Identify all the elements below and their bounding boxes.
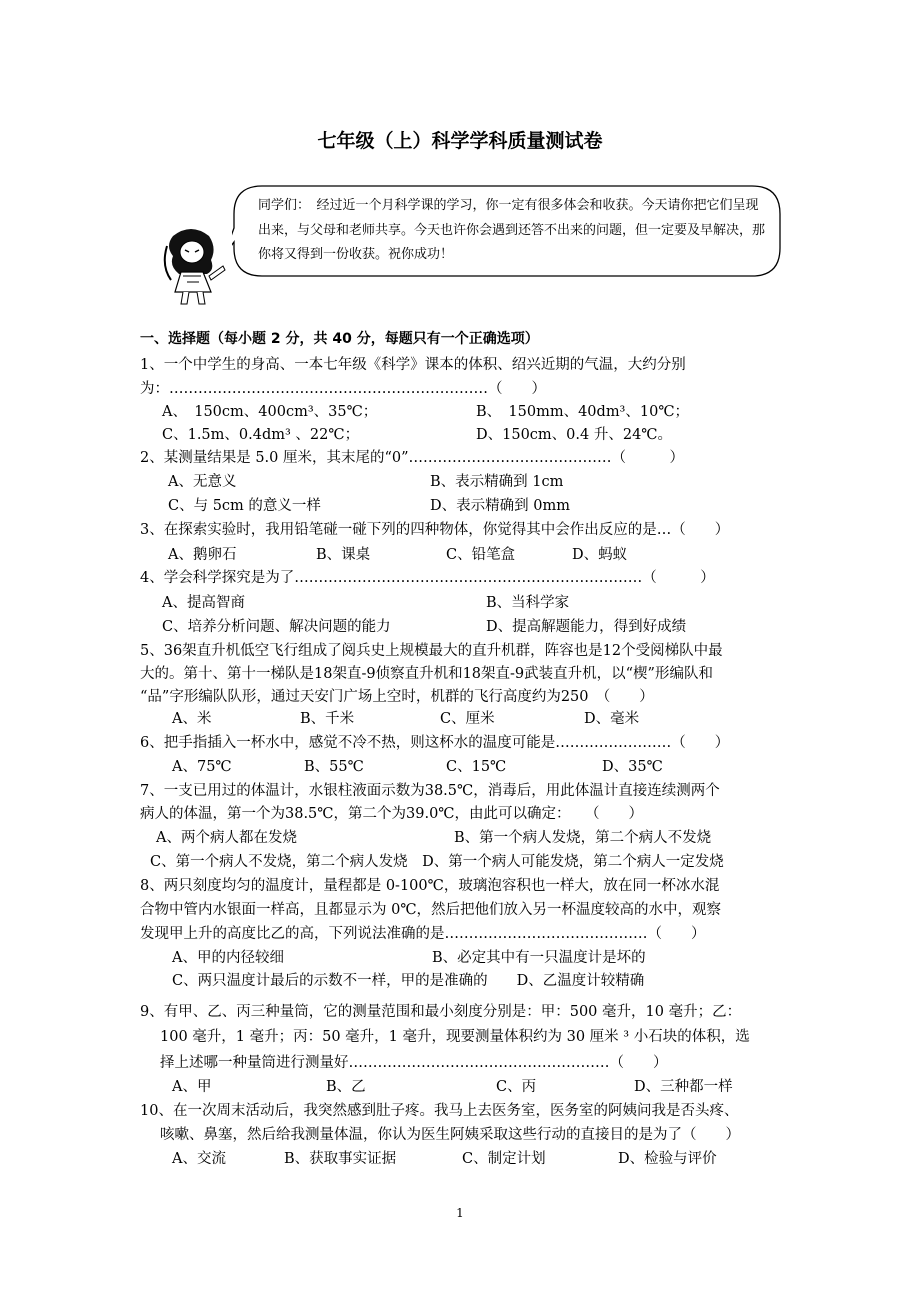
option: B、55℃	[304, 759, 364, 775]
question-line: 1、一个中学生的身高、一本七年级《科学》课本的体积、绍兴近期的气温，大约分别	[140, 357, 686, 373]
option: C、1.5m、0.4dm³ 、22℃；	[162, 427, 360, 443]
question-line: 4、学会科学探究是为了………………………………………………………………（ ）	[140, 570, 715, 586]
question-line: 8、两只刻度均匀的温度计，量程都是 0-100℃，玻璃泡容积也一样大，放在同一杯冰水混	[140, 878, 720, 894]
question-line: 大的。第十、第十一梯队是18架直-9侦察直升机和18架直-9武装直升机，以“楔”形编队和	[140, 666, 713, 682]
option: C、厘米	[440, 711, 495, 727]
page-number: 1	[456, 1206, 464, 1220]
option: C、制定计划	[462, 1151, 546, 1167]
question-line: 择上述哪一种量筒进行测量好………………………………………………（ ）	[160, 1055, 668, 1071]
question-line: 咳嗽、鼻塞，然后给我测量体温，你认为医生阿姨采取这些行动的直接目的是为了（ ）	[160, 1127, 740, 1143]
option: A、两个病人都在发烧	[156, 830, 297, 846]
question-line: 5、36架直升机低空飞行组成了阅兵史上规模最大的直升机群，阵容也是12个受阅梯队中最	[140, 643, 723, 659]
option: C、两只温度计最后的示数不一样，甲的是准确的 D、乙温度计较精确	[172, 973, 645, 989]
option: B、必定其中有一只温度计是坏的	[432, 950, 646, 966]
option: C、第一个病人不发烧，第二个病人发烧 D、第一个病人可能发烧，第二个病人一定发烧	[150, 854, 724, 870]
option: D、检验与评价	[618, 1151, 717, 1167]
question-line: 100 毫升，1 毫升；丙：50 毫升，1 毫升，现要测量体积约为 30 厘米 ³ 小石块的体积，选	[160, 1029, 750, 1045]
option: B、当科学家	[486, 595, 570, 611]
option: B、乙	[326, 1079, 366, 1095]
cartoon-girl-icon	[153, 226, 233, 308]
question-line: 10、在一次周末活动后，我突然感到肚子疼。我马上去医务室，医务室的阿姨问我是否头疼、	[140, 1103, 739, 1119]
option: A、 150cm、400cm³、35℃；	[162, 404, 378, 420]
option: D、蚂蚁	[572, 547, 628, 563]
option: D、提高解题能力，得到好成绩	[486, 619, 687, 635]
option: D、三种都一样	[634, 1079, 733, 1095]
question-line: 病人的体温，第一个为38.5℃，第二个为39.0℃，由此可以确定： （ ）	[140, 806, 644, 822]
option: B、千米	[300, 711, 355, 727]
option: C、与 5cm 的意义一样	[168, 498, 321, 514]
question-line: 2、某测量结果是 5.0 厘米，其末尾的“0”……………………………………（ ）	[140, 450, 685, 466]
option: A、甲的内径较细	[172, 950, 284, 966]
option: A、交流	[172, 1151, 226, 1167]
question-line: 6、把手指插入一杯水中，感觉不冷不热，则这杯水的温度可能是……………………（ ）	[140, 735, 730, 751]
option: B、表示精确到 1cm	[430, 474, 564, 490]
option: C、培养分析问题、解决问题的能力	[162, 619, 391, 635]
option: D、35℃	[602, 759, 663, 775]
option: A、鹅卵石	[168, 547, 237, 563]
intro-text: 同学们： 经过近一个月科学课的学习，你一定有很多体会和收获。今天请你把它们呈现出来，与父母和老师共享。今天也许你会遇到还答不出来的问题，但一定要及早解决，那你将又得到一份收获。祝你成功！	[258, 198, 766, 263]
question-line: 7、一支已用过的体温计，水银柱液面示数为38.5℃，消毒后，用此体温计直接连续测两个	[140, 783, 720, 799]
option: B、课桌	[316, 547, 371, 563]
option: B、第一个病人发烧，第二个病人不发烧	[454, 830, 712, 846]
option: A、75℃	[172, 759, 232, 775]
option: B、 150mm、40dm³、10℃；	[476, 404, 690, 420]
option: A、甲	[172, 1079, 212, 1095]
question-line: 3、在探索实验时，我用铅笔碰一碰下列的四种物体，你觉得其中会作出反应的是…（ ）	[140, 522, 730, 538]
option: C、铅笔盒	[446, 547, 516, 563]
option: A、提高智商	[162, 595, 245, 611]
option: D、表示精确到 0mm	[430, 498, 570, 514]
option: A、米	[172, 711, 212, 727]
question-line: “品”字形编队队形，通过天安门广场上空时，机群的飞行高度约为250 （ ）	[140, 689, 654, 705]
section-heading: 一、选择题（每小题 2 分，共 40 分，每题只有一个正确选项）	[140, 331, 539, 347]
question-line: 合物中管内水银面一样高，且都显示为 0℃，然后把他们放入另一杯温度较高的水中，观察	[140, 902, 722, 918]
option: C、丙	[496, 1079, 537, 1095]
question-line: 发现甲上升的高度比乙的高，下列说法准确的是……………………………………（ ）	[140, 926, 706, 942]
question-line: 为：…………………………………………………………（ ）	[140, 381, 546, 397]
option: D、毫米	[584, 711, 640, 727]
option: A、无意义	[168, 474, 237, 490]
option: D、150cm、0.4 升、24℃。	[476, 427, 673, 443]
question-line: 9、有甲、乙、丙三种量筒，它的测量范围和最小刻度分别是：甲：500 毫升，10 毫升；乙：	[140, 1004, 742, 1020]
option: C、15℃	[446, 759, 507, 775]
option: B、获取事实证据	[284, 1151, 397, 1167]
page-title: 七年级（上）科学学科质量测试卷	[317, 130, 603, 152]
